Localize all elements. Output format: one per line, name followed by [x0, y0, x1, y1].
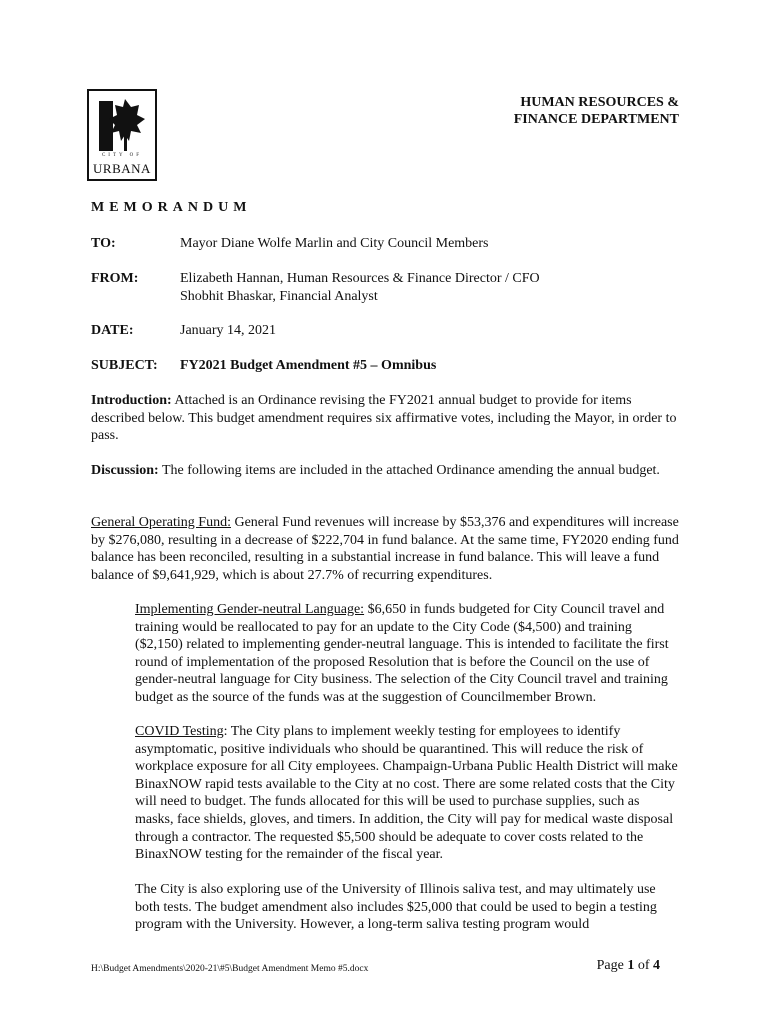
from-value-1: Elizabeth Hannan, Human Resources & Finance Director / CFO — [180, 271, 540, 286]
to-value: Mayor Diane Wolfe Marlin and City Council Members — [180, 236, 489, 251]
to-label: TO: — [91, 236, 116, 251]
leaf-icon — [95, 95, 149, 153]
covid-paragraph — [135, 723, 680, 864]
logo-city-text: CITY OF — [101, 153, 143, 158]
general-fund-paragraph — [91, 514, 679, 584]
department-line-2: FINANCE DEPARTMENT — [513, 112, 679, 127]
gender-neutral-text: $6,650 in funds budgeted for City Council travel and training would be reallocated to pay for an update to the City Code ($4,500) and training ($2,150) related to implementing gender-neutral language. This is intended to facilitate the first round of implementation of the proposed Resolution that is before the Council on the use of gender-neutral language for City business. The selection of the City Council travel and training budget as the source of the funds was at the suggestion of Councilmember Brown. — [135, 602, 669, 705]
logo-name-text: URBANA — [93, 161, 151, 176]
introduction-label: Introduction: — [91, 393, 172, 408]
footer-file-path: H:\Budget Amendments\2020-21\#5\Budget Amendment Memo #5.docx — [91, 964, 369, 974]
city-logo — [87, 89, 157, 181]
subject-value: FY2021 Budget Amendment #5 – Omnibus — [180, 358, 437, 373]
gender-neutral-label: Implementing Gender-neutral Language: — [135, 602, 365, 617]
page-current: 1 — [627, 958, 635, 973]
page-total: 4 — [653, 958, 660, 973]
covid-text: : The City plans to implement weekly testing for employees to identify asymptomatic, positive individuals who should be quarantined. This will reduce the risk of workplace exposure for all City employees. Champaign-Urbana Public Health District will make BinaxNOW rapid tests available to the City at no cost. There are some related costs that the City will need to budget. The funds allocated for this will be used to purchase supplies, such as masks, face shields, gloves, and timers. In addition, the City will pay for medical waste disposal through a contractor. The requested $5,500 should be adequate to cover costs related to the BinaxNOW testing for the remainder of the fiscal year. — [135, 724, 678, 863]
saliva-paragraph — [135, 881, 680, 934]
general-fund-text: General Fund revenues will increase by $53,376 and expenditures will increase by $276,080, resulting in a decrease of $222,704 in fund balance. At the same time, FY2020 ending fund balance has been reconciled, resulting in a substantial increase in fund balance. This will leave a fund balance of $9,641,929, which is about 27.7% of recurring expenditures. — [91, 515, 679, 583]
department-line-1: HUMAN RESOURCES & — [520, 95, 679, 110]
from-value-2: Shobhit Bhaskar, Financial Analyst — [180, 289, 378, 304]
introduction-paragraph — [91, 392, 679, 445]
from-label: FROM: — [91, 271, 139, 286]
discussion-text: The following items are included in the attached Ordinance amending the annual budget. — [161, 463, 660, 478]
page-word: Page — [596, 958, 624, 973]
of-word: of — [637, 958, 650, 973]
covid-label: COVID Testing — [135, 724, 224, 739]
subject-label: SUBJECT: — [91, 358, 158, 373]
general-fund-label: General Operating Fund: — [91, 515, 231, 530]
date-label: DATE: — [91, 323, 134, 338]
department-title — [514, 94, 679, 128]
saliva-text: The City is also exploring use of the University of Illinois saliva test, and may ultimately use both tests. The budget amendment also includes $25,000 that could be used to begin a testing program with the University. However, a long-term saliva testing program would — [135, 882, 657, 933]
introduction-text: Attached is an Ordinance revising the FY2021 annual budget to provide for items described below. This budget amendment requires six affirmative votes, including the Mayor, in order to pass. — [91, 393, 677, 444]
discussion-paragraph — [91, 462, 679, 480]
discussion-label: Discussion: — [91, 463, 159, 478]
memo-heading: MEMORANDUM — [91, 200, 252, 215]
footer-page-number — [597, 958, 660, 974]
gender-neutral-paragraph — [135, 601, 680, 707]
date-value: January 14, 2021 — [180, 323, 277, 338]
